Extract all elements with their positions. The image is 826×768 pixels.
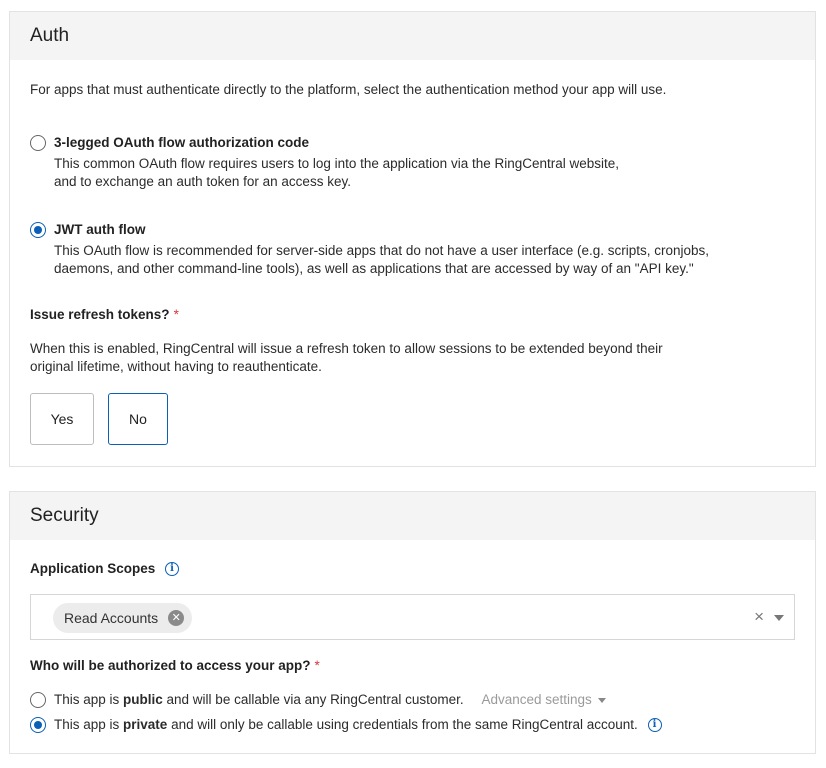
option-jwt-auth-desc-2: daemons, and other command-line tools), as well as applications that are accessed by way of an "API key." <box>54 261 694 276</box>
chip-remove-icon[interactable]: ✕ <box>168 610 184 626</box>
access-label-text: Who will be authorized to access your app? <box>30 658 311 673</box>
private-suffix: and will only be callable using credentials from the same RingCentral account. <box>167 717 638 732</box>
security-panel-header <box>10 492 815 540</box>
radio-jwt-auth[interactable] <box>30 222 46 238</box>
scopes-select[interactable] <box>30 594 795 640</box>
security-panel <box>9 491 816 754</box>
radio-private-access[interactable] <box>30 717 46 733</box>
radio-public-access[interactable] <box>30 692 46 708</box>
refresh-yes-button[interactable]: Yes <box>30 393 94 445</box>
auth-title: Auth <box>30 25 70 46</box>
private-strong: private <box>123 717 168 732</box>
radio-3-legged-oauth[interactable] <box>30 135 46 151</box>
chevron-down-icon[interactable] <box>774 615 784 621</box>
application-scopes-label-text: Application Scopes <box>30 561 156 576</box>
security-title: Security <box>30 505 99 526</box>
public-strong: public <box>123 692 163 707</box>
public-access-label[interactable] <box>54 691 606 709</box>
scope-chip-label: Read Accounts <box>64 610 159 626</box>
info-icon[interactable]: i <box>648 718 662 732</box>
advanced-settings-toggle[interactable] <box>481 692 605 707</box>
option-jwt-auth-desc-1: This OAuth flow is recommended for server-side apps that do not have a user interface (e.g. scripts, cronjobs, <box>54 243 710 258</box>
access-label <box>30 657 320 675</box>
refresh-tokens-desc-2: original lifetime, without having to reauthenticate. <box>30 359 322 374</box>
auth-intro: For apps that must authenticate directly to the platform, select the authentication method your app will use. <box>30 82 667 97</box>
required-marker: * <box>314 658 320 673</box>
option-3-legged-oauth-label[interactable]: 3-legged OAuth flow authorization code <box>54 135 309 150</box>
option-jwt-auth-label[interactable]: JWT auth flow <box>54 222 146 237</box>
advanced-settings-label: Advanced settings <box>481 692 592 707</box>
refresh-tokens-label-text: Issue refresh tokens? <box>30 307 170 322</box>
required-marker: * <box>173 307 179 322</box>
option-3-legged-oauth-desc-2: and to exchange an auth token for an access key. <box>54 174 351 189</box>
refresh-tokens-desc-1: When this is enabled, RingCentral will issue a refresh token to allow sessions to be extended beyond their <box>30 341 663 356</box>
scope-chip-read-accounts <box>53 603 192 633</box>
private-access-label[interactable] <box>54 716 662 734</box>
auth-panel-header <box>10 12 815 60</box>
public-prefix: This app is <box>54 692 124 707</box>
clear-icon[interactable]: × <box>754 607 764 626</box>
private-prefix: This app is <box>54 717 124 732</box>
refresh-no-button[interactable]: No <box>108 393 168 445</box>
info-icon[interactable]: i <box>165 562 179 576</box>
option-3-legged-oauth-desc-1: This common OAuth flow requires users to log into the application via the RingCentral website, <box>54 156 620 171</box>
application-scopes-label <box>30 560 179 578</box>
auth-panel <box>9 11 816 467</box>
public-suffix: and will be callable via any RingCentral customer. <box>162 692 464 707</box>
refresh-tokens-label <box>30 306 179 324</box>
caret-down-icon <box>598 698 606 703</box>
